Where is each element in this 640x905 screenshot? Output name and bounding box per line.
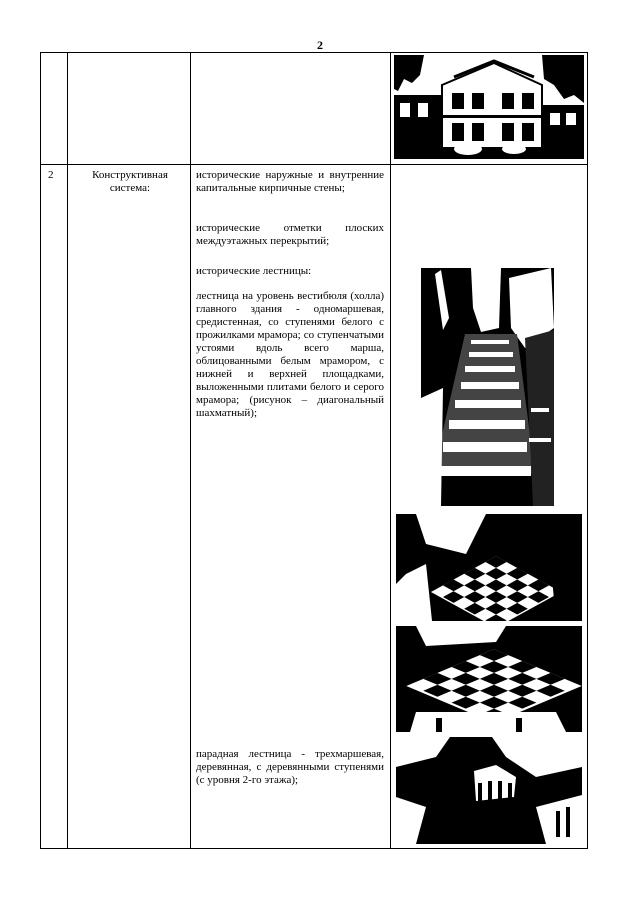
table-border-right bbox=[587, 52, 588, 849]
item-vestibule-staircase: лестница на уровень вестибюля (холла) главного здания - одномаршевая, средистенная, со ступенями белого с прожилками мрамора; со ступенчатыми устоями вдоль всего марша, облицованными белым мрамором, с нижней и верхней площадками, выложенными плитами белого и серого мрамора; (рисунок – диагональный шахматный); bbox=[196, 290, 384, 419]
row-number: 2 bbox=[48, 169, 54, 181]
column-divider bbox=[390, 52, 391, 849]
checkered-floor-photo-2 bbox=[396, 626, 582, 732]
item-main-staircase: парадная лестница - трехмаршевая, деревянная, с деревянными ступенями (с уровня 2-го этажа); bbox=[196, 748, 384, 786]
marble-staircase-photo bbox=[421, 268, 554, 506]
building-facade-photo bbox=[394, 55, 584, 159]
table-border-left bbox=[40, 52, 41, 849]
item-exterior-walls: исторические наружные и внутренние капитальные кирпичные стены; bbox=[196, 169, 384, 194]
table-border-bottom bbox=[40, 848, 588, 849]
item-floor-levels: исторические отметки плоских междуэтажных перекрытий; bbox=[196, 222, 384, 247]
category-label: Конструктивная система: bbox=[92, 169, 168, 194]
row-divider bbox=[40, 164, 588, 165]
table-border-top bbox=[40, 52, 588, 53]
item-staircases-heading: исторические лестницы: bbox=[196, 265, 312, 277]
page-number: 2 bbox=[317, 38, 323, 52]
column-divider bbox=[67, 52, 68, 849]
column-divider bbox=[190, 52, 191, 849]
wooden-staircase-photo bbox=[396, 737, 582, 844]
checkered-floor-photo-1 bbox=[396, 514, 582, 621]
